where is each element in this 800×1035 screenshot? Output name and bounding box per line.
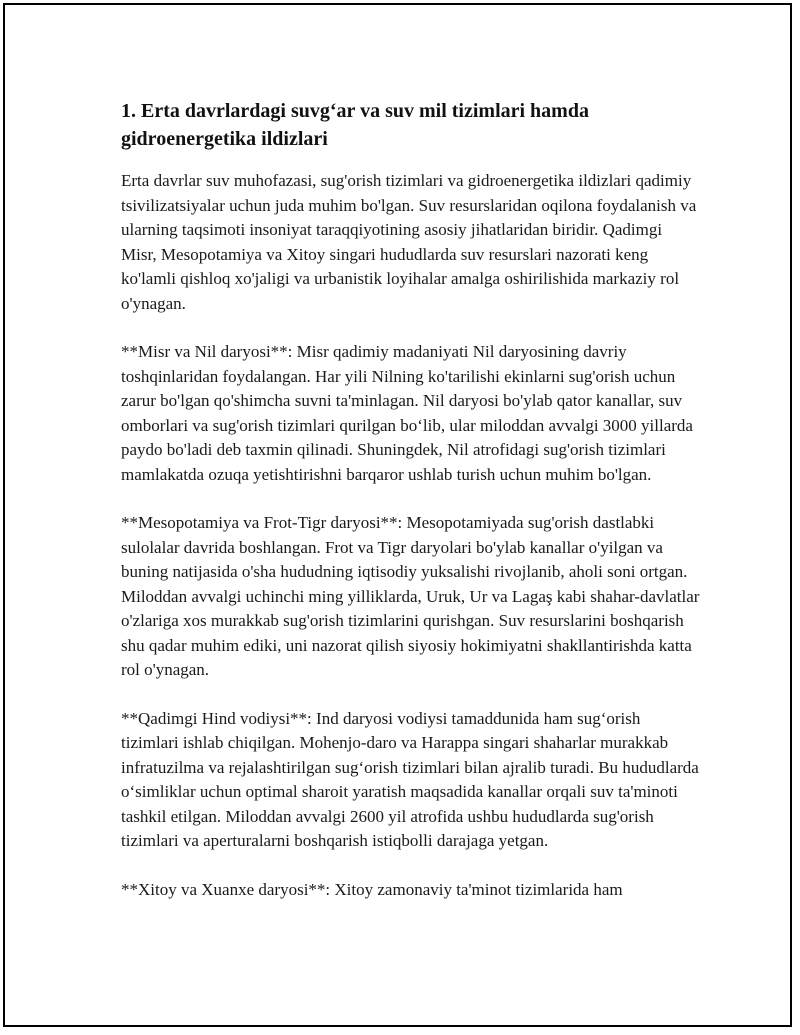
document-page [3,3,792,1027]
paragraph-egypt-nile: **Misr va Nil daryosi**: Misr qadimiy madaniyati Nil daryosining davriy toshqinlaridan foydalangan. Har yili Nilning ko'tarilishi ekinlarni sug'orish uchun zarur bo'lgan qo'shimcha suvni ta'minlagan. Nil daryosi bo'ylab qator kanallar, suv omborlari va sug'orish tizimlari qurilgan bo‘lib, ular miloddan avvalgi 3000 yillarda paydo bo'ladi deb taxmin qilinadi. Shuningdek, Nil atrofidagi sug'orish tizimlari mamlakatda ozuqa yetishtirishni barqaror ushlab turish uchun muhim bo'lgan. [121,342,693,484]
paragraph-mesopotamia: **Mesopotamiya va Frot-Tigr daryosi**: Mesopotamiyada sug'orish dastlabki sulolalar davrida boshlangan. Frot va Tigr daryolari bo'ylab kanallar o'yilgan va buning natijasida o'sha hududning iqtisodiy yuksalishi rivojlanib, aholi soni ortgan. Miloddan avvalgi uchinchi ming yilliklarda, Uruk, Ur va Lagaş kabi shahar-davlatlar o'zlariga xos murakkab sug'orish tizimlarini qurishgan. Suv resurslarini boshqarish shu qadar muhim ediki, uni nazorat qilish siyosiy hokimiyatni shakllantirishda katta rol o'ynagan. [121,513,700,679]
section-heading: 1. Erta davrlardagi suvg‘ar va suv mil tizimlari hamda gidroenergetika ildizlari [121,100,589,150]
document-body [121,97,701,926]
paragraph-intro: Erta davrlar suv muhofazasi, sug'orish tizimlari va gidroenergetika ildizlari qadimiy tsivilizatsiyalar uchun juda muhim bo'lgan. Suv resurslaridan oqilona foydalanish va ularning taqsimoti insoniyat taraqqiyotining asosiy jihatlaridan biridir. Qadimgi Misr, Mesopotamiya va Xitoy singari hududlarda suv resurslari nazorati keng ko'lamli qishloq xo'jaligi va urbanistik loyihalar amalga oshirilishida markaziy rol o'ynagan. [121,171,697,313]
paragraph-china-yellow-river: **Xitoy va Xuanxe daryosi**: Xitoy zamonaviy ta'minot tizimlarida ham [121,879,623,899]
paragraph-indus-valley: **Qadimgi Hind vodiysi**: Ind daryosi vodiysi tamaddunida ham sug‘orish tizimlari ishlab chiqilgan. Mohenjo-daro va Harappa singari shaharlar murakkab infratuzilma va rejalashtirilgan sug‘orish tizimlari bilan ajralib turadi. Bu hududlarda o‘simliklar uchun optimal sharoit yaratish maqsadida kanallar orqali suv ta'minoti tashkil etilgan. Miloddan avvalgi 2600 yil atrofida ushbu hududlarda sug'orish tizimlari va aperturalarni boshqarish istiqbolli darajaga yetgan. [121,708,699,850]
